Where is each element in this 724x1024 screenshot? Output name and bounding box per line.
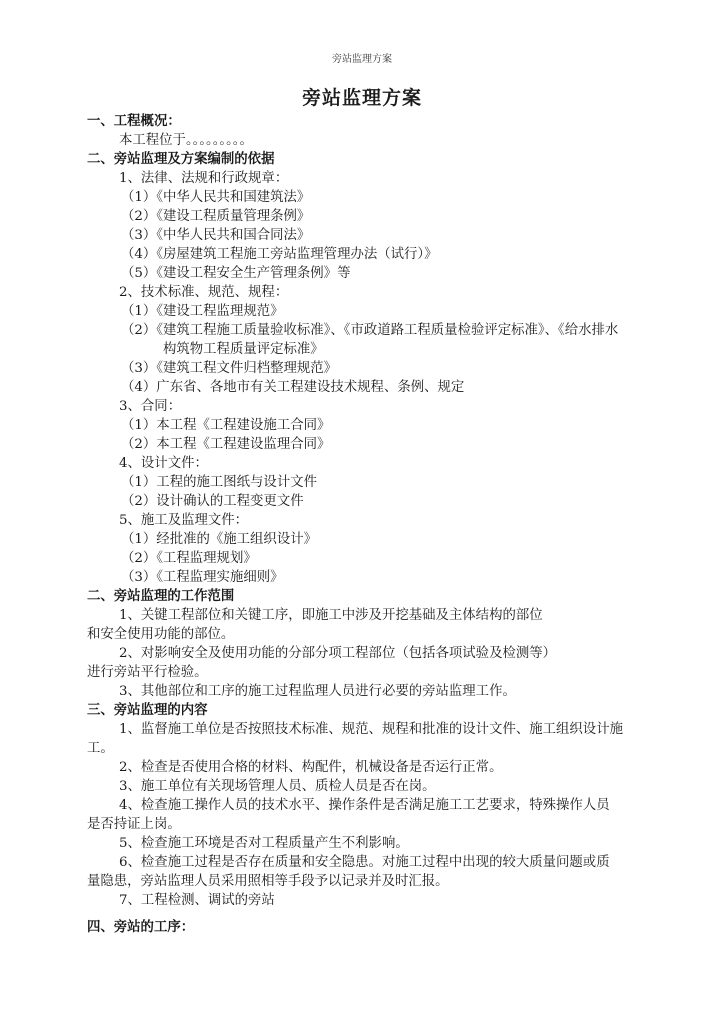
body-line: 2、技术标准、规范、规程： <box>119 285 289 300</box>
document-body <box>87 112 659 937</box>
body-line: （2）本工程《工程建设监理合同》 <box>121 437 331 452</box>
body-line: 和安全使用功能的部位。 <box>87 627 235 642</box>
body-line: （3）《建筑工程文件归档整理规范》 <box>121 361 338 376</box>
body-line: 1、监督施工单位是否按照技术标准、规范、规程和批准的设计文件、施工组织设计施 <box>119 722 623 737</box>
body-line: 工。 <box>87 741 114 756</box>
body-line: 2、对影响安全及使用功能的分部分项工程部位（包括各项试验及检测等） <box>119 646 557 661</box>
body-line: 3、其他部位和工序的施工过程监理人员进行必要的旁站监理工作。 <box>119 684 516 699</box>
body-line: 4、检查施工操作人员的技术水平、操作条件是否满足施工工艺要求，特殊操作人员 <box>119 798 610 813</box>
body-line: 5、施工及监理文件： <box>119 513 249 528</box>
body-line: （4）《房屋建筑工程施工旁站监理管理办法（试行）》 <box>121 247 438 262</box>
section-heading: 二、旁站监理的工作范围 <box>87 588 235 604</box>
body-line: 本工程位于。。。。。。。。。 <box>119 133 253 148</box>
body-line: 6、检查施工过程是否存在质量和安全隐患。对施工过程中出现的较大质量问题或质 <box>119 855 610 870</box>
body-line: （1）经批准的《施工组织设计》 <box>121 532 317 547</box>
section-heading: 三、旁站监理的内容 <box>87 702 208 718</box>
body-line: 量隐患，旁站监理人员采用照相等手段予以记录并及时汇报。 <box>87 874 449 889</box>
body-line: 3、合同： <box>119 399 182 414</box>
body-line: 3、施工单位有关现场管理人员、质检人员是否在岗。 <box>119 779 436 794</box>
body-line: （1）《中华人民共和国建筑法》 <box>121 190 311 205</box>
body-line: （5）《建设工程安全生产管理条例》等 <box>121 266 351 281</box>
body-line: （3）《中华人民共和国合同法》 <box>121 228 311 243</box>
running-header: 旁站监理方案 <box>332 54 392 65</box>
body-line: （1）本工程《工程建设施工合同》 <box>121 418 331 433</box>
body-line: 进行旁站平行检验。 <box>87 665 208 680</box>
body-line: 7、工程检测、调试的旁站 <box>119 893 275 908</box>
body-line: 5、检查施工环境是否对工程质量产生不利影响。 <box>119 836 409 851</box>
body-line: 构筑物工程质量评定标准》 <box>163 342 324 357</box>
body-line: 1、法律、法规和行政规章： <box>119 171 289 186</box>
body-line: （4）广东省、各地市有关工程建设技术规程、条例、规定 <box>121 380 465 395</box>
body-line: （1）《建设工程监理规范》 <box>121 304 284 319</box>
section-heading: 一、工程概况： <box>87 113 181 129</box>
body-line: （2）《工程监理规划》 <box>121 551 257 566</box>
body-line: 1、关键工程部位和关键工序，即施工中涉及开挖基础及主体结构的部位 <box>119 608 543 623</box>
section-heading: 四、旁站的工序： <box>87 919 195 935</box>
body-line: （2）《建设工程质量管理条例》 <box>121 209 311 224</box>
body-line: 4、设计文件： <box>119 456 208 471</box>
body-line: （2）设计确认的工程变更文件 <box>121 494 304 509</box>
body-line: （3）《工程监理实施细则》 <box>121 570 284 585</box>
body-line: （2）《建筑工程施工质量验收标准》、《市政道路工程质量检验评定标准》、《给水排水 <box>121 323 619 338</box>
section-heading: 二、旁站监理及方案编制的依据 <box>87 151 275 167</box>
body-line: 2、检查是否使用合格的材料、构配件，机械设备是否运行正常。 <box>119 760 503 775</box>
document-title: 旁站监理方案 <box>301 87 422 109</box>
body-line: 是否持证上岗。 <box>87 817 181 832</box>
body-line: （1）工程的施工图纸与设计文件 <box>121 475 317 490</box>
